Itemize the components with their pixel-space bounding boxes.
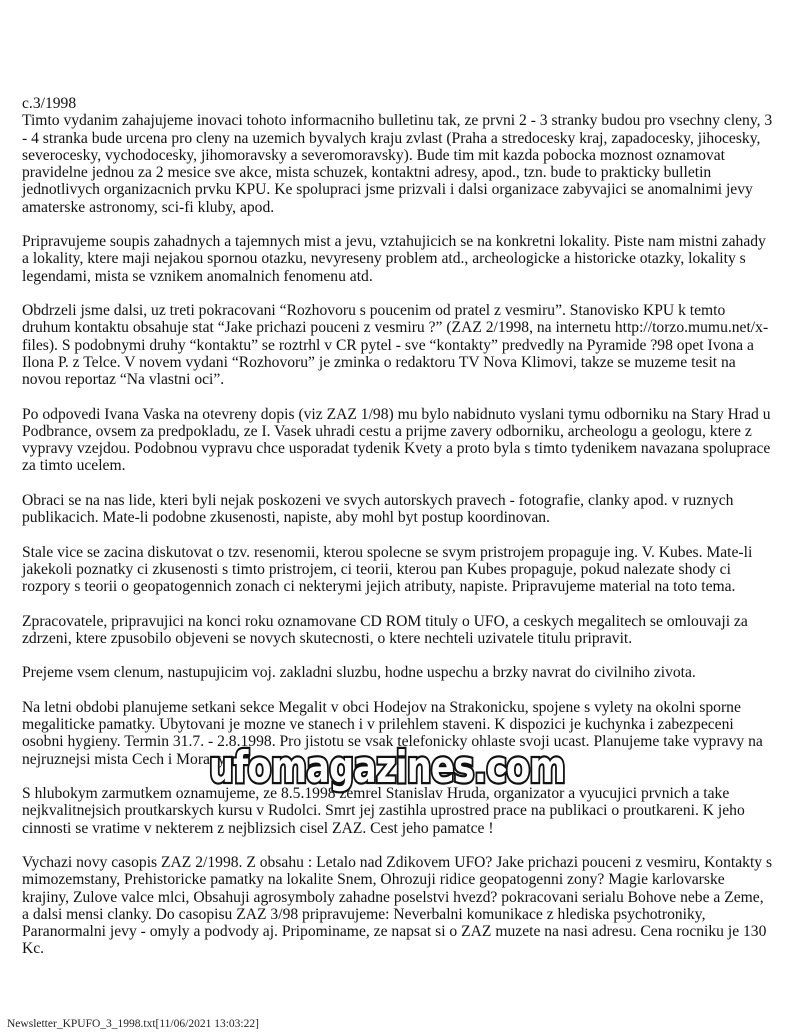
text-line: nejruznejsi mista Cech i Moravy. xyxy=(22,750,229,768)
text-line: Kc. xyxy=(22,940,45,958)
paragraph xyxy=(22,664,792,681)
text-line: Podbrance, ovsem za predpokladu, ze I. Vasek uhradi cestu a prijme zavery odborniku, archeologu a geologu, ktere z xyxy=(22,422,752,440)
text-line: osobni hygieny. Termin 31.7. - 2.8.1998. Pro jistotu se vsak telefonicky ohlaste svoji ucast. Planujeme take vypravy na xyxy=(22,733,763,751)
paragraph xyxy=(22,699,792,768)
text-line: krajiny, Zulove valce mlci, Obsahuji agrosymboly zahadne poselstvi hvezd? pokracovani serialu Bohove nebe a Zeme, xyxy=(22,888,764,906)
text-line: zdrzeni, ktere zpusobilo objeveni se novych skutecnosti, o ktere nechteli uzivatele titulu pripravit. xyxy=(22,629,633,647)
text-line: amaterske astronomy, sci-fi kluby, apod. xyxy=(22,198,275,216)
text-line: megaliticke pamatky. Ubytovani je mozne ve stanech i v prilehlem staveni. K dispozici je kuchynka i zabezpeceni xyxy=(22,716,734,733)
paragraph xyxy=(22,492,792,527)
text-line: Stale vice se zacina diskutovat o tzv. resenomii, kterou spolecne se svym pristrojem propaguje ing. V. Kubes. Mate-li xyxy=(22,543,753,561)
text-line: Obdrzeli jsme dalsi, uz treti pokracovani “Rozhovoru s poucenim od pratel z vesmiru”. Stanovisko KPU k temto xyxy=(22,302,726,319)
text-line: rozpory s teorii o geopatogennich zonach ci nekterymi jejich atributy, napiste. Pripravujeme material na toto tema. xyxy=(22,578,736,595)
paragraph xyxy=(22,406,792,475)
text-line: mimozemstany, Prehistoricke pamatky na lokalite Snem, Ohrozuji ridice geopatogenni zony? Magie karlovarske xyxy=(22,871,725,889)
text-line: legendami, mista se vznikem anomalnich fenomenu atd. xyxy=(22,267,373,285)
text-line: cinnosti se vratime v nekterem z nejblizsich cisel ZAZ. Cest jeho pamatce ! xyxy=(22,819,494,837)
text-line: jakekoli poznatky ci zkusenosti s timto pristrojem, ci teorii, kterou pan Kubes propaguje, pokud nalezate shody ci xyxy=(22,560,731,578)
document-body xyxy=(22,95,792,975)
text-line: severocesky, vychodocesky, jihomoravsky a severomoravsky). Bude tim mit kazda pobocka moznost oznamovat xyxy=(22,146,725,164)
paragraph xyxy=(22,302,792,388)
text-line: files). S podobnymi druhy “kontaktu” se roztrhl v CR pytel - sve “kontakty” predvedly na Pyramide ?98 opet Ivona a xyxy=(22,336,754,354)
text-line: za timto ucelem. xyxy=(22,457,126,475)
text-line: jednotlivych organizacnich prvku KPU. Ke spolupraci jsme prizvali i dalsi organizace zabyvajici se anomalnimi jevy xyxy=(22,181,753,199)
paragraph xyxy=(22,613,792,648)
paragraph-list xyxy=(22,112,792,957)
text-line: Paranormalni jevy - omyly a podvody aj. Pripominame, ze napsat si o ZAZ muzete na nasi adresu. Cena rocniku je 130 xyxy=(22,923,767,940)
paragraph xyxy=(22,544,792,596)
paragraph xyxy=(22,785,792,837)
text-line: druhum kontaktu obsahuje stat “Jake prichazi pouceni z vesmiru ?” (ZAZ 2/1998, na internetu http://torzo.mumu.net/x- xyxy=(22,319,769,337)
text-line: publikacich. Mate-li podobne zkusenosti, napiste, aby mohl byt postup koordinovan. xyxy=(22,509,550,526)
page-footer: Newsletter_KPUFO_3_1998.txt[11/06/2021 13:03:22] xyxy=(7,1018,259,1030)
text-line: pravidelne jednou za 2 mesice sve akce, mista schuzek, kontaktni adresy, apod., tzn. bude to prakticky bulletin xyxy=(22,164,712,181)
text-line: vypravy vzejdou. Podobnou vypravu chce usporadat tydenik Kvety a proto byla s timto tydenikem navazana spoluprace xyxy=(22,440,771,457)
text-line: Ilona P. z Telce. V novem vydani “Rozhovoru” je zminka o redaktoru TV Nova Klimovi, takze se muzeme tesit na xyxy=(22,353,736,371)
issue-number: c.3/1998 xyxy=(22,95,77,112)
text-line: - 4 stranka bude urcena pro cleny na uzemich byvalych kraju zvlast (Praha a stredocesky kraj, zapadocesky, jihocesky, xyxy=(22,129,761,147)
text-line: Po odpovedi Ivana Vaska na otevreny dopis (viz ZAZ 1/98) mu bylo nabidnuto vyslani tymu odborniku na Stary Hrad u xyxy=(22,405,771,423)
paragraph xyxy=(22,112,792,216)
text-line: Na letni obdobi planujeme setkani sekce Megalit v obci Hodejov na Strakonicku, spojene s vylety na okolni sporne xyxy=(22,698,741,716)
text-line: Zpracovatele, pripravujici na konci roku oznamovane CD ROM tituly o UFO, a ceskych megalitech se omlouvaji za xyxy=(22,612,748,630)
text-line: S hlubokym zarmutkem oznamujeme, ze 8.5.1998 zemrel Stanislav Hruda, organizator a vyucujici prvnich a take xyxy=(22,785,730,802)
text-line: a dalsi mensi clanky. Do casopisu ZAZ 3/98 pripravujeme: Neverbalni komunikace z hlediska psychotroniky, xyxy=(22,905,706,923)
text-line: Prejeme vsem clenum, nastupujicim voj. zakladni sluzbu, hodne uspechu a brzky navrat do civilniho zivota. xyxy=(22,664,696,682)
paragraph xyxy=(22,233,792,285)
text-line: nejkvalitnejsich proutkarskych kursu v Rudolci. Smrt jej zastihla uprostred prace na publikaci o proutkareni. K jeho xyxy=(22,802,745,820)
paragraph xyxy=(22,854,792,958)
text-line: Timto vydanim zahajujeme inovaci tohoto informacniho bulletinu tak, ze prvni 2 - 3 stranky budou pro vsechny cleny, 3 xyxy=(22,112,773,130)
text-line: Obraci se na nas lide, kteri byli nejak poskozeni ve svych autorskych pravech - fotografie, clanky apod. v ruznych xyxy=(22,491,734,509)
text-line: Pripravujeme soupis zahadnych a tajemnych mist a jevu, vztahujicich se na konkretni lokality. Piste nam mistni zahady xyxy=(22,233,766,250)
text-line: Vychazi novy casopis ZAZ 2/1998. Z obsahu : Letalo nad Zdikovem UFO? Jake prichazi pouceni z vesmiru, Kontakty s xyxy=(22,854,773,871)
text-line: a lokality, ktere maji nejakou spornou otazku, nevyreseny problem atd., archeologicke a historicke otazky, lokality s xyxy=(22,250,746,268)
text-line: novou reportaz “Na vlastni oci”. xyxy=(22,371,225,388)
watermark-text: ufomagazines.com xyxy=(209,742,565,793)
